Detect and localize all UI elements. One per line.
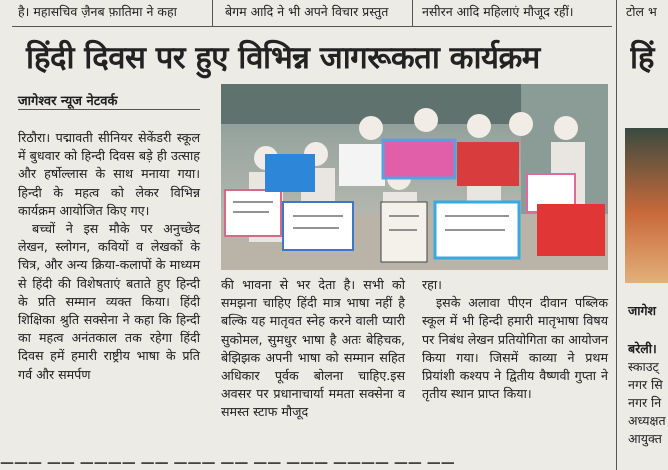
paragraph: इसके अलावा पीएन दीवान पब्लिक स्कूल में भी हिन्दी हमारी मातृभाषा विषय पर निबंध लेखन प्रतियोगिता का आयोजन किया गया। जिसमें काव्या ने प्रथम प्रियांशी कश्यप ने द्वितीय वैष्णवी गुप्ता ने तृतीय स्थान प्राप्त किया। bbox=[422, 295, 608, 402]
students-with-posters-illustration bbox=[221, 84, 608, 270]
column-divider bbox=[212, 0, 213, 26]
top-fragment-col4: टोल भ bbox=[626, 4, 657, 19]
adjacent-byline: जागेश bbox=[628, 303, 657, 318]
byline: जागेश्वर न्यूज नेटवर्क bbox=[18, 94, 118, 109]
adjacent-headline: हिं bbox=[630, 40, 655, 76]
paragraph: बच्चों ने इस मौके पर अनुच्छेद लेखन, स्लोगन, कवियों व लेखकों के चित्र, और अन्य क्रिया-कलापों के माध्यम से हिंदी की विशेषताएं बताते हुए हिन्दी के प्रति सम्मान व्यक्त किया। हिंदी शिक्षिका श्रुति सक्सेना ने कहा कि हिन्दी का महत्व अनंतकाल तक रहेगा हिंदी दिवस हमें हमारी राष्ट्रीय भाषा के प्रति गर्व और समर्पण bbox=[18, 221, 200, 382]
paragraph: रिठौरा। पद्मावती सीनियर सेकेंडरी स्कूल में बुधवार को हिन्दी दिवस बड़े ही उत्साह और हर्षोल्लास के साथ मनाया गया। हिन्दी के महत्व को लेकर विभिन्न कार्यक्रम आयोजित किए गए। bbox=[18, 130, 200, 218]
adjacent-text-line: आयुक्त bbox=[628, 431, 662, 446]
adjacent-text-line: बरेली। bbox=[628, 341, 657, 356]
top-fragment-col2: बेगम आदि ने भी अपने विचार प्रस्तुत bbox=[225, 4, 389, 19]
adjacent-text-line: अध्यक्षत bbox=[628, 413, 666, 428]
headline: हिंदी दिवस पर हुए विभिन्न जागरूकता कार्यक्रम bbox=[26, 40, 540, 76]
article-column-3 bbox=[422, 276, 608, 403]
article-column-2 bbox=[221, 276, 405, 422]
top-fragment-col1: है। महासचिव ज़ैनब फ़ातिमा ने कहा bbox=[18, 4, 177, 19]
adjacent-text-line: नगर नि bbox=[628, 395, 662, 410]
paragraph: रहा। bbox=[422, 277, 442, 292]
top-fragment-col3: नसीरन आदि महिलाएं मौजूद रहीं। bbox=[422, 4, 574, 19]
byline-underline bbox=[18, 109, 200, 110]
article-photo bbox=[221, 84, 608, 270]
adjacent-text-line: नगर सि bbox=[628, 377, 663, 392]
article-column-1 bbox=[18, 129, 200, 384]
paragraph: की भावना से भर देता है। सभी को समझना चाहिए हिंदी मात्र भाषा नहीं है बल्कि यह मातृवत स्नेह करने वाली प्यारी सुकोमल, सुमधुर भाषा है अतः बेहिचक, बेझिझक अपनी भाषा को सम्मान सहित अधिकार पूर्वक बोलना चाहिए.इस अवसर पर प्रधानाचार्या ममता सक्सेना व समस्त स्टाफ मौजूद bbox=[221, 277, 405, 420]
adjacent-article-photo bbox=[625, 128, 668, 283]
cut-off-next-headline: ——— —— ———— —— ——— —— —— ——— ———— —— —— bbox=[0, 455, 455, 470]
column-divider bbox=[412, 0, 413, 26]
horizontal-rule bbox=[12, 26, 612, 27]
adjacent-text-line: स्काउट् bbox=[628, 359, 659, 374]
column-divider bbox=[616, 0, 617, 470]
